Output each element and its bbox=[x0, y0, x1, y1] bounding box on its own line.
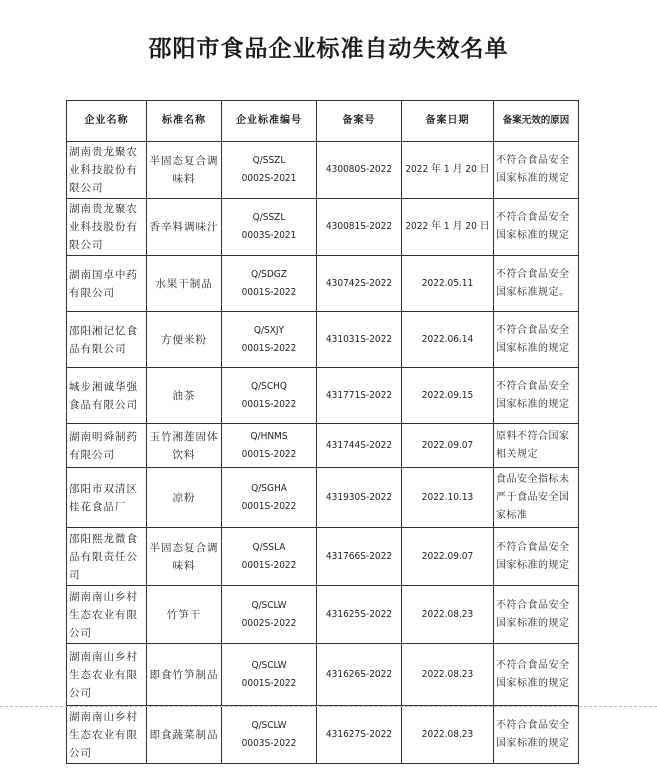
standard-code-part: 0001S-2022 bbox=[241, 677, 297, 689]
cell-reason: 不符合食品安全国家标准的规定 bbox=[494, 368, 579, 424]
cell-standard-name: 半固态复合调味料 bbox=[147, 528, 222, 586]
standard-code-part: 0001S-2022 bbox=[241, 342, 297, 354]
standard-code-part: Q/SSLA bbox=[252, 541, 286, 553]
cell-standard-code bbox=[222, 312, 317, 368]
cell-record-no: 431031S-2022 bbox=[317, 312, 402, 368]
standard-code-part: 0001S-2022 bbox=[241, 448, 297, 460]
cell-reason: 不符合食品安全国家标准的规定 bbox=[494, 312, 579, 368]
cell-standard-name: 水果干制品 bbox=[147, 256, 222, 312]
cell-record-no: 430081S-2022 bbox=[317, 199, 402, 256]
standard-code-part: 0003S-2021 bbox=[241, 230, 297, 241]
cell-record-date: 2022.06.14 bbox=[402, 312, 494, 368]
cell-company: 邵阳熙龙微食品有限责任公司 bbox=[67, 528, 147, 586]
cell-standard-code bbox=[222, 368, 317, 424]
cell-standard-code bbox=[222, 586, 317, 644]
page-fold-line bbox=[0, 706, 657, 707]
standard-code-part: Q/SGHA bbox=[251, 482, 287, 494]
header-reason: 备案无效的原因 bbox=[494, 101, 579, 142]
table-row bbox=[67, 468, 579, 528]
cell-record-no: 431744S-2022 bbox=[317, 424, 402, 468]
cell-company: 邵阳湘记忆食品有限公司 bbox=[67, 312, 147, 368]
standard-code-part: Q/SSZL bbox=[252, 212, 286, 223]
cell-reason: 不符合食品安全国家标准的规定 bbox=[494, 586, 579, 644]
cell-record-no: 431626S-2022 bbox=[317, 644, 402, 706]
cell-reason: 不符合食品安全国家标准规定。 bbox=[494, 256, 579, 312]
table-row bbox=[67, 586, 579, 644]
cell-company: 城步湘诚华强食品有限公司 bbox=[67, 368, 147, 424]
standard-code-part: Q/SCLW bbox=[251, 659, 287, 671]
cell-company: 湖南南山乡村生态农业有限公司 bbox=[67, 644, 147, 706]
standard-code-part: 0003S-2022 bbox=[241, 737, 297, 749]
cell-reason: 不符合食品安全国家标准的规定 bbox=[494, 142, 579, 199]
cell-record-no: 431930S-2022 bbox=[317, 468, 402, 528]
table-row bbox=[67, 199, 579, 256]
cell-standard-name: 即食蔬菜制品 bbox=[147, 706, 222, 764]
cell-record-date: 2022.09.07 bbox=[402, 424, 494, 468]
standard-code-part: 0001S-2022 bbox=[241, 559, 297, 571]
cell-record-date: 2022.09.07 bbox=[402, 528, 494, 586]
standard-code-part: Q/SSZL bbox=[252, 155, 286, 166]
cell-reason: 不符合食品安全国家标准的规定 bbox=[494, 199, 579, 256]
cell-standard-code bbox=[222, 256, 317, 312]
cell-record-no: 430080S-2022 bbox=[317, 142, 402, 199]
cell-standard-code bbox=[222, 142, 317, 199]
cell-company: 湖南国卓中药有限公司 bbox=[67, 256, 147, 312]
cell-standard-name: 即食竹笋制品 bbox=[147, 644, 222, 706]
standard-code-part: Q/SCLW bbox=[251, 719, 287, 731]
standard-code-part: 0001S-2022 bbox=[241, 500, 297, 512]
table-header-row bbox=[67, 101, 579, 142]
cell-record-no: 431771S-2022 bbox=[317, 368, 402, 424]
cell-record-date: 2022 年 1 月 20 日 bbox=[402, 199, 494, 256]
standard-code-part: Q/SCHQ bbox=[251, 380, 287, 392]
standard-code-part: Q/SCLW bbox=[251, 599, 287, 611]
standard-code-part: 0001S-2022 bbox=[241, 398, 297, 410]
cell-standard-name: 油茶 bbox=[147, 368, 222, 424]
cell-record-no: 431766S-2022 bbox=[317, 528, 402, 586]
header-record-no: 备案号 bbox=[317, 101, 402, 142]
table-row bbox=[67, 424, 579, 468]
header-standard-name: 标准名称 bbox=[147, 101, 222, 142]
cell-record-no: 430742S-2022 bbox=[317, 256, 402, 312]
cell-record-no: 431625S-2022 bbox=[317, 586, 402, 644]
header-company: 企业名称 bbox=[67, 101, 147, 142]
page-title: 邵阳市食品企业标准自动失效名单 bbox=[148, 36, 509, 62]
cell-standard-code bbox=[222, 199, 317, 256]
table-row bbox=[67, 706, 579, 764]
cell-standard-name: 香辛料调味汁 bbox=[147, 199, 222, 256]
header-standard-code: 企业标准编号 bbox=[222, 101, 317, 142]
cell-company: 湖南贵龙聚农业科技股份有限公司 bbox=[67, 199, 147, 256]
standard-code-part: 0002S-2022 bbox=[241, 617, 297, 629]
cell-standard-name: 凉粉 bbox=[147, 468, 222, 528]
cell-company: 湖南明舜制药有限公司 bbox=[67, 424, 147, 468]
cell-record-date: 2022.08.23 bbox=[402, 586, 494, 644]
cell-record-date: 2022.08.23 bbox=[402, 706, 494, 764]
cell-record-date: 2022.10.13 bbox=[402, 468, 494, 528]
table-row bbox=[67, 528, 579, 586]
cell-standard-name: 方便米粉 bbox=[147, 312, 222, 368]
invalid-standards-table bbox=[66, 100, 579, 764]
table-row bbox=[67, 312, 579, 368]
header-record-date: 备案日期 bbox=[402, 101, 494, 142]
cell-standard-code bbox=[222, 528, 317, 586]
cell-record-no: 431627S-2022 bbox=[317, 706, 402, 764]
cell-company: 湖南贵龙聚农业科技股份有限公司 bbox=[67, 142, 147, 199]
cell-reason: 不符合食品安全国家标准的规定 bbox=[494, 644, 579, 706]
cell-reason: 原料不符合国家相关规定 bbox=[494, 424, 579, 468]
cell-standard-code bbox=[222, 424, 317, 468]
cell-standard-code bbox=[222, 644, 317, 706]
cell-standard-code bbox=[222, 468, 317, 528]
cell-company: 湖南南山乡村生态农业有限公司 bbox=[67, 586, 147, 644]
standard-code-part: 0002S-2021 bbox=[241, 173, 297, 184]
cell-record-date: 2022.08.23 bbox=[402, 644, 494, 706]
standard-code-part: Q/SXJY bbox=[253, 324, 285, 336]
cell-record-date: 2022 年 1 月 20 日 bbox=[402, 142, 494, 199]
cell-reason: 食品安全指标未严于食品安全国家标准 bbox=[494, 468, 579, 528]
cell-standard-name: 半固态复合调味料 bbox=[147, 142, 222, 199]
cell-standard-name: 竹笋干 bbox=[147, 586, 222, 644]
cell-reason: 不符合食品安全国家标准的规定 bbox=[494, 706, 579, 764]
standard-code-part: Q/HNMS bbox=[250, 430, 288, 442]
table-row bbox=[67, 644, 579, 706]
cell-standard-name: 玉竹湘莲固体饮料 bbox=[147, 424, 222, 468]
cell-company: 湖南南山乡村生态农业有限公司 bbox=[67, 706, 147, 764]
standard-code-part: 0001S-2022 bbox=[241, 286, 297, 298]
cell-record-date: 2022.09.15 bbox=[402, 368, 494, 424]
cell-record-date: 2022.05.11 bbox=[402, 256, 494, 312]
table-row bbox=[67, 256, 579, 312]
cell-company: 邵阳市双清区桂花食品厂 bbox=[67, 468, 147, 528]
standard-code-part: Q/SDGZ bbox=[251, 268, 287, 280]
cell-standard-code bbox=[222, 706, 317, 764]
cell-reason: 不符合食品安全国家标准的规定 bbox=[494, 528, 579, 586]
table-row bbox=[67, 142, 579, 199]
table-row bbox=[67, 368, 579, 424]
